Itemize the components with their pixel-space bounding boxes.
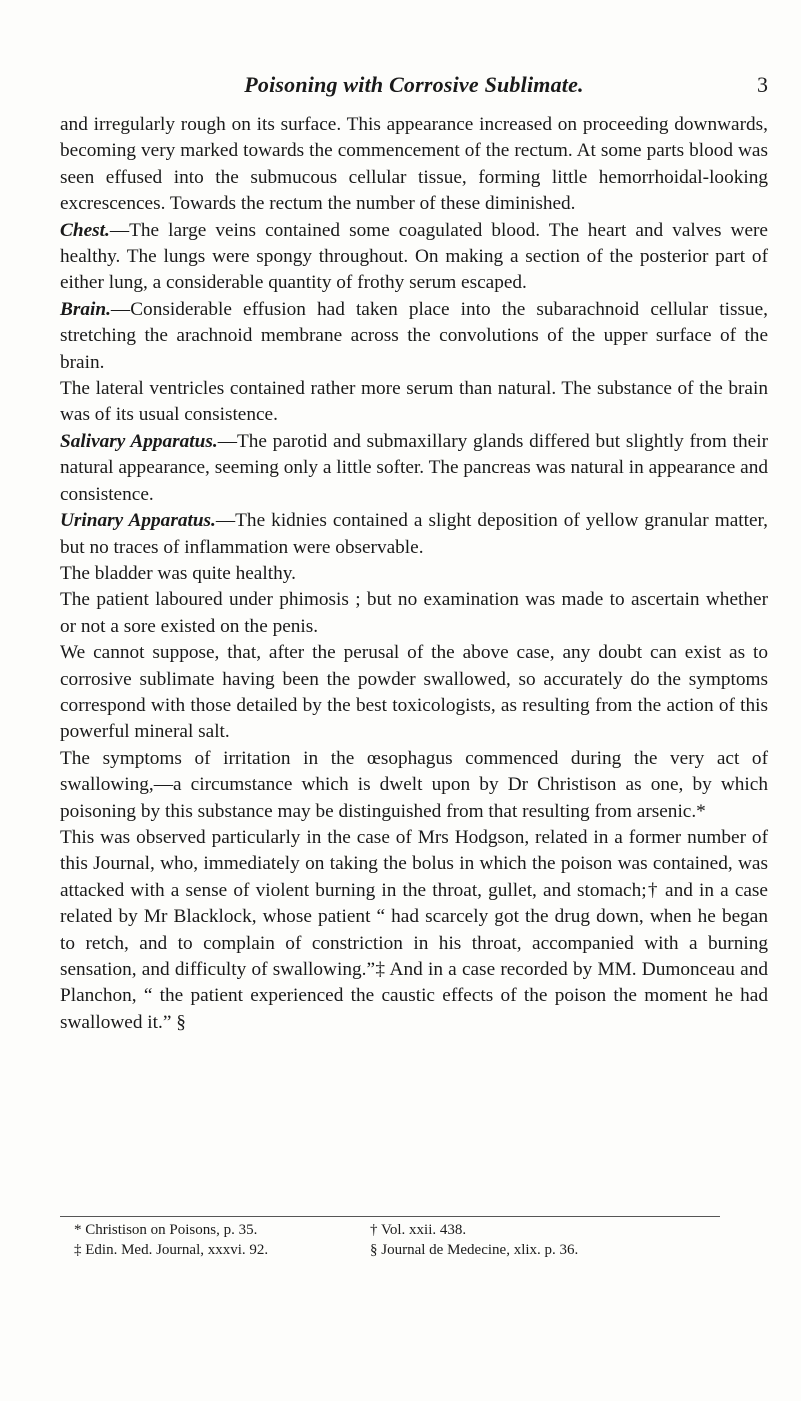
paragraph-text: —The large veins contained some coagulated blood. The heart and valves were healthy. The lungs were spongy throughout. On making a section of the posterior part of either lung, a considerable quantity of frothy serum escaped. xyxy=(60,219,768,294)
footnote: * Christison on Poisons, p. 35. xyxy=(74,1222,258,1238)
paragraph-chest xyxy=(60,218,768,297)
paragraph-lead: Chest. xyxy=(60,219,110,241)
paragraph-lead: Salivary Apparatus. xyxy=(60,430,218,452)
paragraph-text: —Considerable effusion had taken place into the subarachnoid cellular tissue, stretching the arachnoid membrane across the convolutions of the upper surface of the brain. xyxy=(60,298,768,373)
footnote: † Vol. xxii. 438. xyxy=(370,1222,467,1238)
running-head xyxy=(60,72,768,102)
paragraph-text: The symptoms of irritation in the œsophagus commenced during the very act of swallowing,—a circumstance which is dwelt upon by Dr Christison as one, by which poisoning by this substance may be distinguished from that resulting from arsenic.* xyxy=(60,747,768,822)
paragraph-brain xyxy=(60,297,768,376)
paragraph xyxy=(60,587,768,640)
paragraph-text: —The kidnies contained a slight deposition of yellow granular matter, but no traces of inflammation were observable. xyxy=(60,510,768,558)
footnote-row xyxy=(60,1220,760,1240)
page-number: 3 xyxy=(757,72,768,97)
body-text xyxy=(60,112,768,1036)
footnote-divider xyxy=(60,1216,720,1217)
paragraph-text: The bladder was quite healthy. xyxy=(60,562,296,584)
paragraph xyxy=(60,640,768,746)
footnotes xyxy=(60,1220,760,1260)
paragraph-salivary xyxy=(60,429,768,508)
paragraph-urinary xyxy=(60,508,768,561)
paragraph-text: and irregularly rough on its surface. This appearance increased on proceeding downwards, becoming very marked towards the commencement of the rectum. At some parts blood was seen effused into the submucous cellular tissue, forming little hemorrhoidal-looking excrescences. Towards the rectum the number of these diminished. xyxy=(60,114,768,215)
paragraph-lead: Urinary Apparatus. xyxy=(60,510,216,532)
footnote: ‡ Edin. Med. Journal, xxxvi. 92. xyxy=(74,1242,269,1258)
paragraph-text: This was observed particularly in the case of Mrs Hodgson, related in a former number of this Journal, who, immediately on taking the bolus in which the poison was contained, was attacked with a sense of violent burning in the throat, gullet, and stomach;† and in a case related by Mr Blacklock, whose patient “ had scarcely got the drug down, when he began to retch, and to complain of constriction in his throat, accompanied with a burning sensation, and difficulty of swallowing.”‡ And in a case recorded by MM. Dumonceau and Planchon, “ the patient experienced the caustic effects of the poison the moment he had swallowed it.” § xyxy=(60,826,768,1033)
footnote-row xyxy=(60,1240,760,1260)
paragraph-text: The lateral ventricles contained rather more serum than natural. The substance of the brain was of its usual consistence. xyxy=(60,378,768,426)
footnote: § Journal de Medecine, xlix. p. 36. xyxy=(370,1242,579,1258)
paragraph xyxy=(60,112,768,218)
paragraph-lead: Brain. xyxy=(60,298,111,320)
paragraph-text: The patient laboured under phimosis ; but no examination was made to ascertain whether or not a sore existed on the penis. xyxy=(60,589,768,637)
paragraph xyxy=(60,561,768,587)
paragraph xyxy=(60,376,768,429)
paragraph xyxy=(60,825,768,1036)
paragraph-text: —The parotid and submaxillary glands differed but slightly from their natural appearance, seeming only a little softer. The pancreas was natural in appearance and consistence. xyxy=(60,430,768,505)
paragraph xyxy=(60,746,768,825)
paragraph-text: We cannot suppose, that, after the perusal of the above case, any doubt can exist as to corrosive sublimate having been the powder swallowed, so accurately do the symptoms correspond with those detailed by the best toxicologists, as resulting from the action of this powerful mineral salt. xyxy=(60,642,768,743)
running-title: Poisoning with Corrosive Sublimate. xyxy=(244,72,584,97)
